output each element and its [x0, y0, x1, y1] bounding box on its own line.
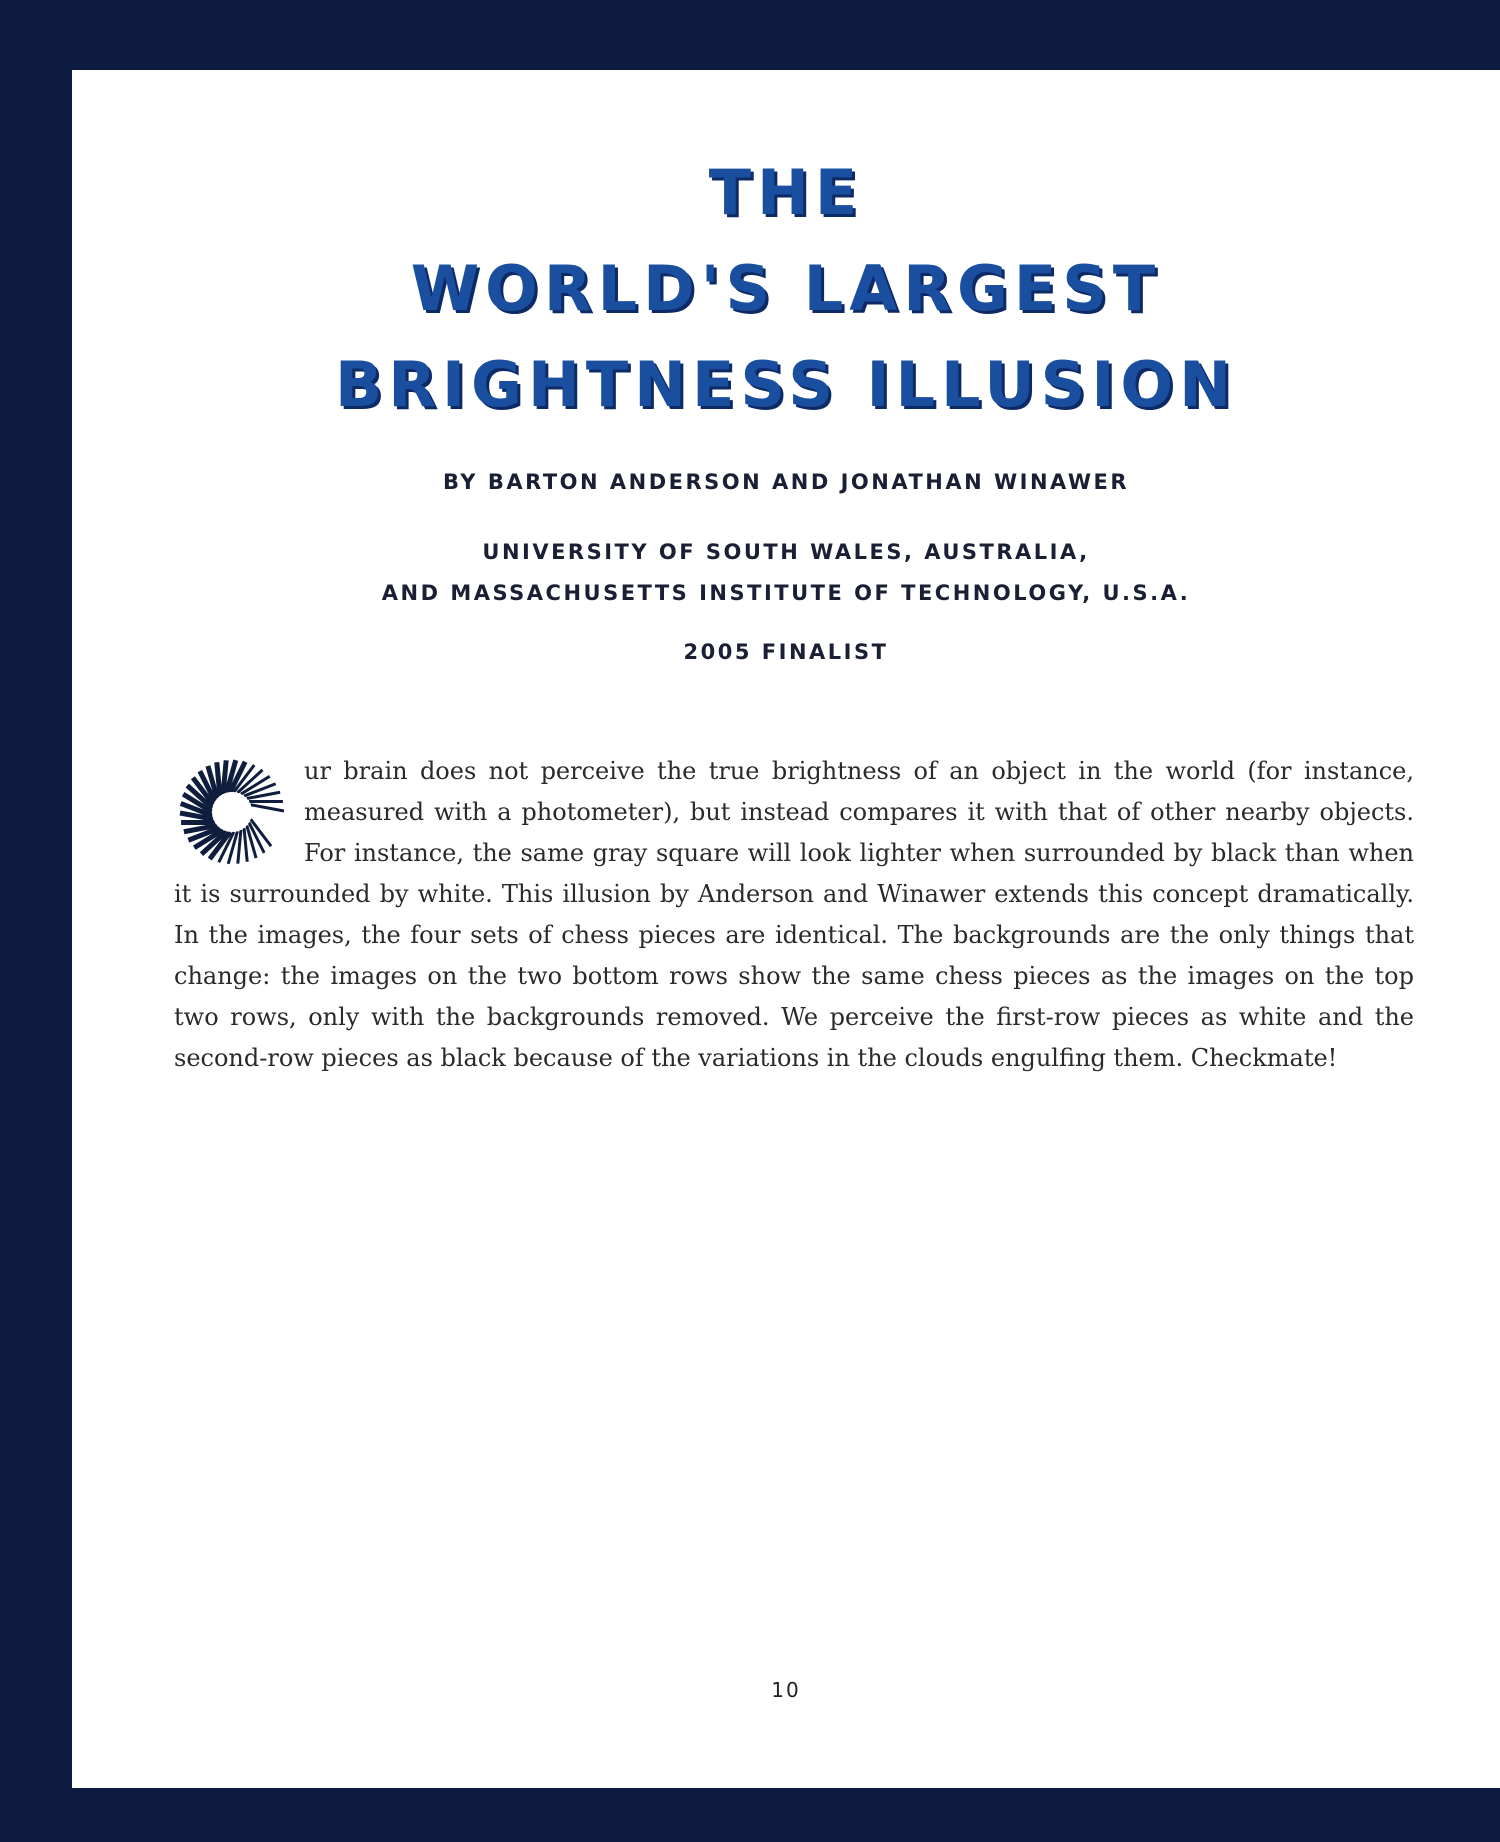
drop-cap-stripe: [238, 830, 241, 864]
drop-cap-stripe: [244, 828, 247, 862]
affiliation-line-2: AND MASSACHUSETTS INSTITUTE OF TECHNOLOGY, U.S.A.: [381, 581, 1191, 605]
byline: BY BARTON ANDERSON AND JONATHAN WINAWER: [442, 470, 1130, 494]
body-text: ur brain does not perceive the true brightness of an object in the world (for instance, measured with a photometer), but instead compares it with that of other nearby objects. For instance, the same gray square will look lighter when surrounded by black than when it is surrounded by white. This illusion by Anderson and Winawer extends this concept dramatically. In the images, the four sets of chess pieces are identical. The backgrounds are the only things that change: the images on the two bottom rows show the same chess pieces as the images on the top two rows, only with the backgrounds removed. We perceive the first-row pieces as white and the second-row pieces as black because of the variations in the clouds engulfing them. Checkmate!: [174, 757, 1414, 1072]
drop-cap-inner-hole: [212, 792, 252, 832]
title-line-1: THE: [708, 156, 864, 229]
drop-cap-o-icon: [174, 757, 294, 867]
document-page: [72, 70, 1500, 1788]
title-line-2: WORLD'S LARGEST: [410, 252, 1162, 325]
drop-cap-o-graphic: [174, 757, 294, 867]
drop-cap-stripe: [217, 762, 220, 796]
title-line-3: BRIGHTNESS ILLUSION: [334, 348, 1238, 421]
affiliation-line-1: UNIVERSITY OF SOUTH WALES, AUSTRALIA,: [482, 540, 1090, 564]
drop-cap-stripe: [251, 805, 284, 811]
article-title: [72, 145, 1500, 433]
finalist-label: 2005 FINALIST: [683, 640, 889, 664]
page-number: 10: [771, 1678, 801, 1702]
body-paragraph: [174, 751, 1414, 1079]
affiliation: [72, 532, 1500, 614]
